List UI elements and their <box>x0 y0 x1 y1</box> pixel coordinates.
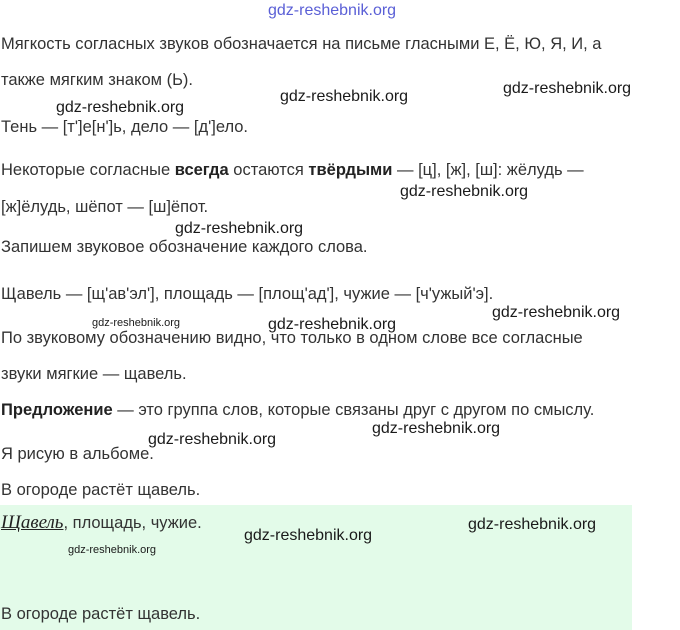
paragraph-9: В огороде растёт щавель. <box>1 481 201 499</box>
watermark: gdz-reshebnik.org <box>503 80 632 97</box>
paragraph-7: Предложение — это группа слов, которые связаны друг с другом по смыслу. <box>1 401 595 419</box>
paragraph-1-line-2: также мягким знаком (Ь). <box>1 71 193 89</box>
paragraph-3-line-2: [ж]ёлудь, шёпот — [ш]ёпот. <box>1 198 209 216</box>
paragraph-2: Тень — [т']е[н']ь, дело — [д']ело. <box>1 118 249 136</box>
paragraph-5: Щавель — [щ'ав'эл'], площадь — [площ'ад'], чужие — [ч'ужый'э]. <box>1 285 494 303</box>
answer-words: Щавель, площадь, чужие. <box>1 512 202 533</box>
paragraph-3-line-1: Некоторые согласные всегда остаются твёрдыми — [ц], [ж], [ш]: жёлудь — <box>1 161 584 179</box>
watermark: gdz-reshebnik.org <box>468 516 597 533</box>
underlined-word: Щавель <box>1 512 64 533</box>
watermark: gdz-reshebnik.org <box>372 420 501 437</box>
bold-hard: твёрдыми <box>308 161 393 179</box>
watermark: gdz-reshebnik.org <box>492 304 621 321</box>
bold-always: всегда <box>174 161 229 179</box>
bold-sentence-term: Предложение <box>1 401 113 419</box>
watermark: gdz-reshebnik.org <box>175 220 304 237</box>
watermark-small: gdz-reshebnik.org <box>92 317 181 329</box>
watermark: gdz-reshebnik.org <box>244 527 373 544</box>
watermark: gdz-reshebnik.org <box>268 316 397 333</box>
watermark: gdz-reshebnik.org <box>280 88 409 105</box>
paragraph-6-line-1: По звуковому обозначению видно, что только в одном слове все согласные <box>1 329 583 347</box>
answer-sentence: В огороде растёт щавель. <box>1 605 201 623</box>
paragraph-4: Запишем звуковое обозначение каждого слова. <box>1 238 368 256</box>
watermark: gdz-reshebnik.org <box>56 99 185 116</box>
paragraph-8: Я рисую в альбоме. <box>1 445 154 463</box>
watermark: gdz-reshebnik.org <box>148 431 277 448</box>
watermark-small: gdz-reshebnik.org <box>68 544 157 556</box>
paragraph-6-line-2: звуки мягкие — щавель. <box>1 365 187 383</box>
watermark: gdz-reshebnik.org <box>400 183 529 200</box>
paragraph-1-line-1: Мягкость согласных звуков обозначается на письме гласными Е, Ё, Ю, Я, И, а <box>1 35 602 53</box>
watermark-top: gdz-reshebnik.org <box>268 2 397 19</box>
